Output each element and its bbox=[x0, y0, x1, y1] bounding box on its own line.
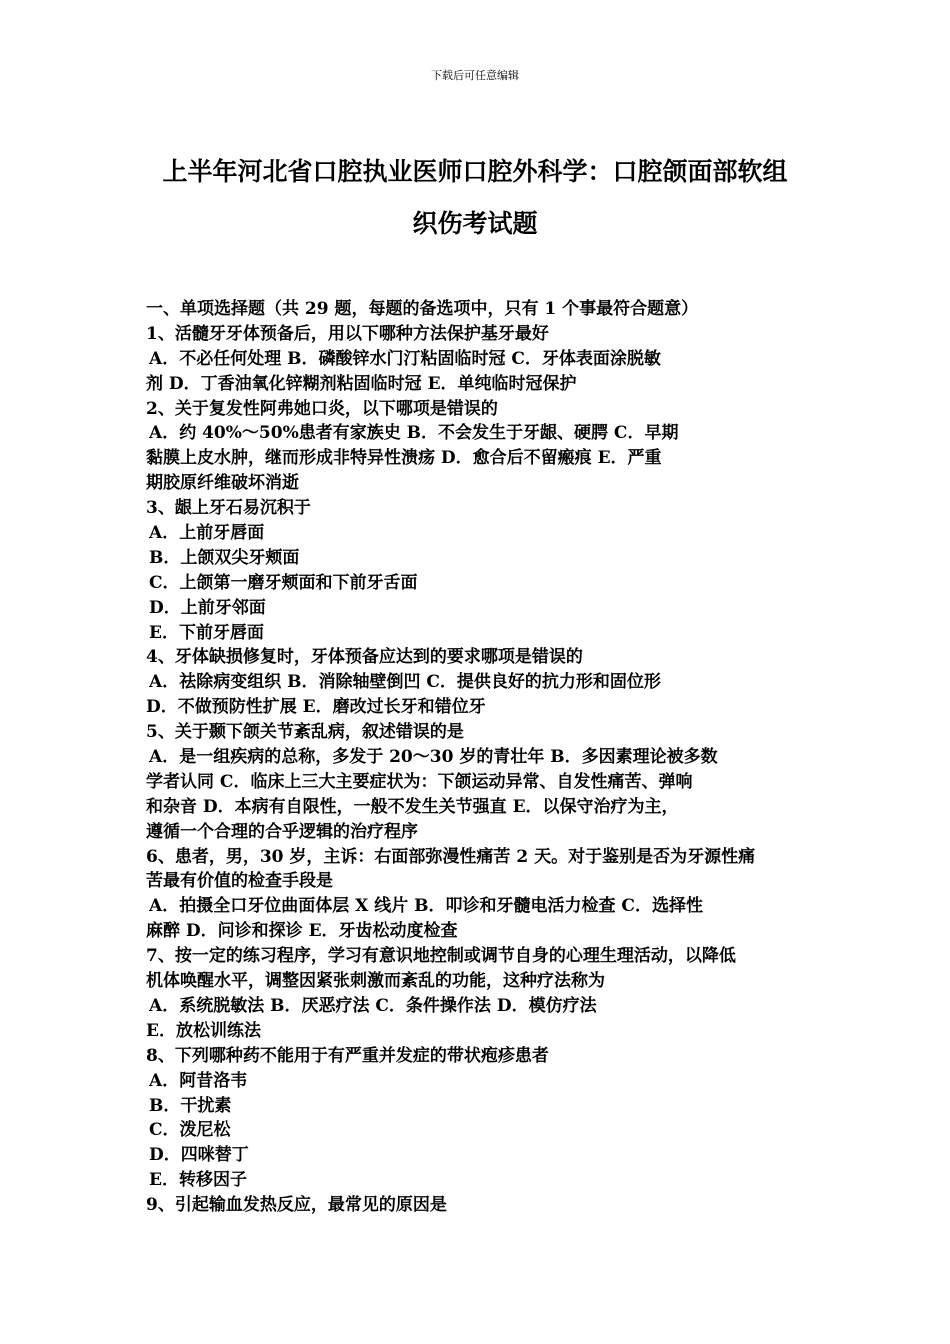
page-header: 下载后可任意编辑 bbox=[431, 69, 519, 82]
text-line: 1、活髓牙牙体预备后，用以下哪种方法保护基牙最好 bbox=[146, 323, 549, 344]
text-line: C．泼尼松 bbox=[149, 1120, 231, 1141]
text-line: 黏膜上皮水肿，继而形成非特异性溃疡 D．愈合后不留瘢痕 E．严重 bbox=[146, 448, 662, 469]
text-line: 4、牙体缺损修复时，牙体预备应达到的要求哪项是错误的 bbox=[146, 647, 583, 668]
text-line: A．不必任何处理 B．磷酸锌水门汀粘固临时冠 C．牙体表面涂脱敏 bbox=[149, 348, 661, 369]
text-line: D．上前牙邻面 bbox=[149, 597, 266, 618]
text-line: 剂 D．丁香油氧化锌糊剂粘固临时冠 E．单纯临时冠保护 bbox=[146, 373, 577, 394]
text-line: 麻醉 D．问诊和探诊 E．牙齿松动度检查 bbox=[146, 921, 458, 942]
text-line: A．阿昔洛韦 bbox=[149, 1070, 248, 1091]
text-line: A．约 40%～50%患者有家族史 B．不会发生于牙龈、硬腭 C．早期 bbox=[149, 423, 679, 444]
text-line: A．系统脱敏法 B．厌恶疗法 C．条件操作法 D．模仿疗法 bbox=[149, 995, 597, 1016]
text-line: E．转移因子 bbox=[149, 1170, 247, 1191]
title-line-2: 织伤考试题 bbox=[412, 209, 538, 238]
text-line: 2、关于复发性阿弗她口炎，以下哪项是错误的 bbox=[146, 398, 498, 419]
document-title bbox=[120, 146, 830, 250]
text-line: B．上颌双尖牙颊面 bbox=[149, 547, 300, 568]
text-line: D．四咪替丁 bbox=[149, 1145, 249, 1166]
text-line: 3、龈上牙石易沉积于 bbox=[146, 498, 311, 519]
text-line: 期胶原纤维破坏消逝 bbox=[146, 473, 299, 494]
text-line: E．下前牙唇面 bbox=[149, 622, 264, 643]
text-line: A．是一组疾病的总称，多发于 20～30 岁的青壮年 B．多因素理论被多数 bbox=[149, 747, 718, 768]
text-line: A．拍摄全口牙位曲面体层 X 线片 B．叩诊和牙髓电活力检查 C．选择性 bbox=[149, 896, 703, 917]
text-line: A．上前牙唇面 bbox=[149, 523, 265, 544]
text-line: 遵循一个合理的合乎逻辑的治疗程序 bbox=[146, 821, 418, 842]
text-line: 和杂音 D．本病有自限性，一般不发生关节强直 E．以保守治疗为主， bbox=[146, 796, 679, 817]
text-line: 苦最有价值的检查手段是 bbox=[146, 871, 333, 892]
text-line: 学者认同 C．临床上三大主要症状为：下颌运动异常、自发性痛苦、弹响 bbox=[146, 771, 693, 792]
text-line: A．祛除病变组织 B．消除轴壁倒凹 C．提供良好的抗力形和固位形 bbox=[149, 672, 661, 693]
text-line: 机体唤醒水平，调整因紧张刺激而紊乱的功能，这种疗法称为 bbox=[146, 971, 605, 992]
text-line: 8、下列哪种药不能用于有严重并发症的带状疱疹患者 bbox=[146, 1045, 549, 1066]
title-line-1: 上半年河北省口腔执业医师口腔外科学：口腔颌面部软组 bbox=[162, 157, 788, 186]
text-line: 9、引起输血发热反应，最常见的原因是 bbox=[146, 1195, 447, 1216]
document-body bbox=[146, 297, 816, 1218]
text-line: 7、按一定的练习程序，学习有意识地控制或调节自身的心理生理活动，以降低 bbox=[146, 946, 736, 967]
text-line: B．干扰素 bbox=[149, 1095, 232, 1116]
text-line: 一、单项选择题（共 29 题，每题的备选项中，只有 1 个事最符合题意） bbox=[146, 299, 699, 319]
text-line: 5、关于颞下颌关节紊乱病，叙述错误的是 bbox=[146, 722, 464, 743]
text-line: D．不做预防性扩展 E．磨改过长牙和错位牙 bbox=[146, 697, 486, 718]
text-line: E．放松训练法 bbox=[146, 1020, 261, 1041]
text-line: 6、患者，男，30 岁，主诉：右面部弥漫性痛苦 2 天。对于鉴别是否为牙源性痛 bbox=[146, 846, 756, 867]
text-line: C．上颌第一磨牙颊面和下前牙舌面 bbox=[149, 572, 418, 593]
